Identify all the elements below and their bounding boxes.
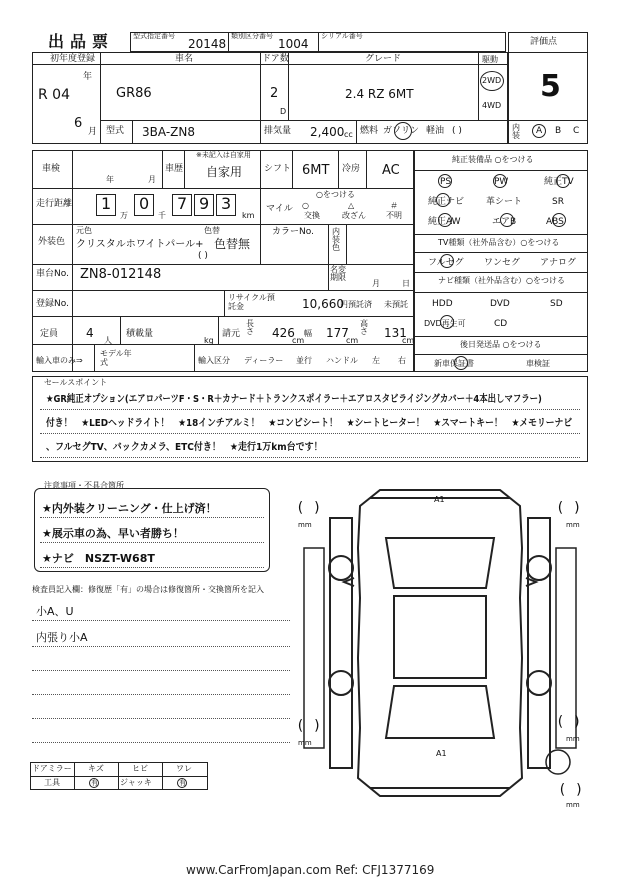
sales-line: ★GR純正オプション(エアロパーツF・S・R＋カナード＋トランクスポイラー＋エアロスタビライジングカバー＋4本出しマフラー)	[46, 394, 542, 405]
equipment-title: 純正装備品 ○をつける	[452, 155, 534, 164]
height-value: 131	[384, 326, 407, 340]
length-value: 426	[272, 326, 295, 340]
note-line: ★内外装クリーニング・仕上げ済！	[42, 502, 217, 515]
notes-label: 注意事項・不具合箇所	[44, 481, 124, 490]
mileage-digit: 7	[177, 194, 188, 213]
inspector-line: 内張り小A	[36, 631, 88, 644]
shift-value: 6MT	[302, 163, 330, 178]
chassis-number: ZN8-012148	[80, 267, 162, 282]
model-label: 型式	[106, 126, 125, 136]
registration-era: R 04	[38, 87, 70, 103]
fuel-gasoline: ガソリン	[383, 126, 420, 136]
drive-4wd: 4WD	[482, 101, 502, 110]
damage-mark-front: A1	[434, 495, 445, 504]
history-value: 自家用	[206, 165, 243, 179]
category-label: 類別区分番号	[231, 32, 273, 40]
doors-value: 2	[270, 86, 279, 101]
width-value: 177	[326, 326, 349, 340]
note-line: ★展示車の為、早い者勝ち！	[42, 527, 184, 540]
car-name-label: 車名	[175, 54, 194, 64]
score-value: 5	[540, 69, 561, 104]
score-label: 評価点	[530, 37, 558, 47]
mileage-digit: 1	[101, 194, 112, 213]
displacement: 2,400	[310, 125, 345, 139]
doors-label: ドア数	[262, 54, 289, 64]
damage-mark-rear: A1	[436, 749, 447, 758]
model-designation: 20148	[188, 37, 227, 51]
category-number: 1004	[278, 37, 309, 51]
footer-reference: www.CarFromJapan.com Ref: CFJ1377169	[186, 863, 435, 877]
capacity-value: 4	[86, 326, 94, 340]
ac-value: AC	[382, 163, 400, 178]
inspector-line: 小A、U	[36, 605, 74, 618]
mileage-digit: 3	[221, 194, 232, 213]
model-value: 3BA-ZN8	[142, 125, 195, 139]
grade-label: グレード	[365, 54, 402, 64]
page-title: 出品票	[48, 32, 115, 51]
serial-label: シリアル番号	[321, 32, 363, 40]
car-damage-diagram	[290, 478, 590, 810]
fuel-circle	[394, 122, 412, 140]
recycle-fee: 10,660	[302, 297, 344, 311]
original-color: クリスタルホワイトパール+	[76, 239, 204, 250]
first-registration-label: 初年度登録	[50, 54, 96, 64]
inspector-label: 検査員記入欄：修復歴「有」の場合は修復箇所・交換箇所を記入	[32, 585, 264, 594]
mileage-digit: 9	[199, 194, 210, 213]
note-line: ★ナビ NSZT-W68T	[42, 552, 155, 565]
registration-month: 6	[74, 116, 83, 131]
drive-2wd: 2WD	[482, 76, 502, 85]
mileage-digit: 0	[139, 194, 150, 213]
sales-points-label: セールスポイント	[44, 378, 108, 387]
sales-line: 、フルセグTV、バックカメラ、ETC付き！ ★走行1万km台です！	[46, 442, 323, 453]
color-change: 色替無	[214, 237, 251, 251]
car-name: GR86	[116, 86, 152, 101]
grade-value: 2.4 RZ 6MT	[345, 87, 414, 101]
sales-line: 付き！ ★LEDヘッドライト！ ★18インチアルミ！ ★コンビシート！ ★シートヒーター！ ★スマートキー！ ★メモリーナビ	[46, 418, 573, 429]
model-designation-label: 型式指定番号	[133, 32, 175, 40]
